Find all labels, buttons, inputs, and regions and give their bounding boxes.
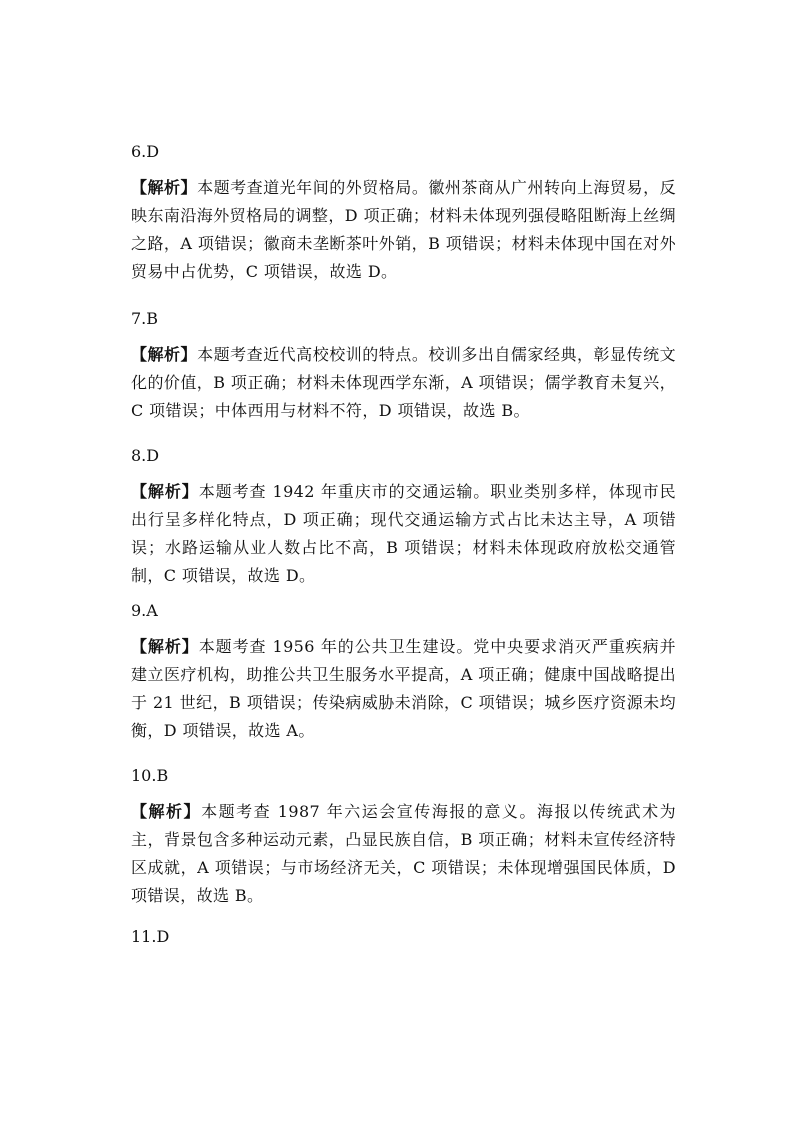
analysis-paragraph <box>131 341 676 425</box>
answer-block-10 <box>131 766 676 910</box>
analysis-tag: 【解析】 <box>131 178 198 197</box>
analysis-text: 本题考查 1987 年六运会宣传海报的意义。海报以传统武术为主，背景包含多种运动元素，凸显民族自信，B 项正确；材料未宣传经济特区成就，A 项错误；与市场经济无关，C 项错误；未体现增强国民体质，D 项错误，故选 B。 <box>131 802 676 905</box>
analysis-text: 本题考查近代高校校训的特点。校训多出自儒家经典，彰显传统文化的价值，B 项正确；材料未体现西学东渐，A 项错误；儒学教育未复兴，C 项错误；中体西用与材料不符，D 项错误，故选 B。 <box>131 345 676 420</box>
analysis-text: 本题考查 1956 年的公共卫生建设。党中央要求消灭严重疾病并建立医疗机构，助推公共卫生服务水平提高，A 项正确；健康中国战略提出于 21 世纪，B 项错误；传染病威胁未消除，C 项错误；城乡医疗资源未均衡，D 项错误，故选 A。 <box>131 637 676 740</box>
analysis-paragraph <box>131 633 676 745</box>
answer-block-7 <box>131 309 676 425</box>
answer-number: 9.A <box>131 601 158 620</box>
answer-number: 10.B <box>131 766 169 785</box>
analysis-tag: 【解析】 <box>131 482 199 501</box>
analysis-paragraph <box>131 174 676 286</box>
analysis-text: 本题考查 1942 年重庆市的交通运输。职业类别多样，体现市民出行呈多样化特点，D 项正确；现代交通运输方式占比未达主导，A 项错误；水路运输从业人数占比不高，B 项错误；材料未体现政府放松交通管制，C 项错误，故选 D。 <box>131 482 676 585</box>
answer-number: 6.D <box>131 142 160 161</box>
answer-block-11 <box>131 927 676 947</box>
answer-block-8 <box>131 446 676 590</box>
answer-block-6 <box>131 142 676 286</box>
answer-number: 8.D <box>131 446 160 465</box>
analysis-tag: 【解析】 <box>131 637 199 656</box>
answer-block-9 <box>131 601 676 745</box>
analysis-paragraph <box>131 798 676 910</box>
analysis-text: 本题考查道光年间的外贸格局。徽州茶商从广州转向上海贸易，反映东南沿海外贸格局的调整，D 项正确；材料未体现列强侵略阻断海上丝绸之路，A 项错误；徽商未垄断茶叶外销，B 项错误；材料未体现中国在对外贸易中占优势，C 项错误，故选 D。 <box>131 178 676 281</box>
analysis-tag: 【解析】 <box>131 345 198 364</box>
answer-number: 11.D <box>131 927 170 946</box>
analysis-paragraph <box>131 478 676 590</box>
answer-number: 7.B <box>131 309 159 328</box>
analysis-tag: 【解析】 <box>131 802 202 821</box>
